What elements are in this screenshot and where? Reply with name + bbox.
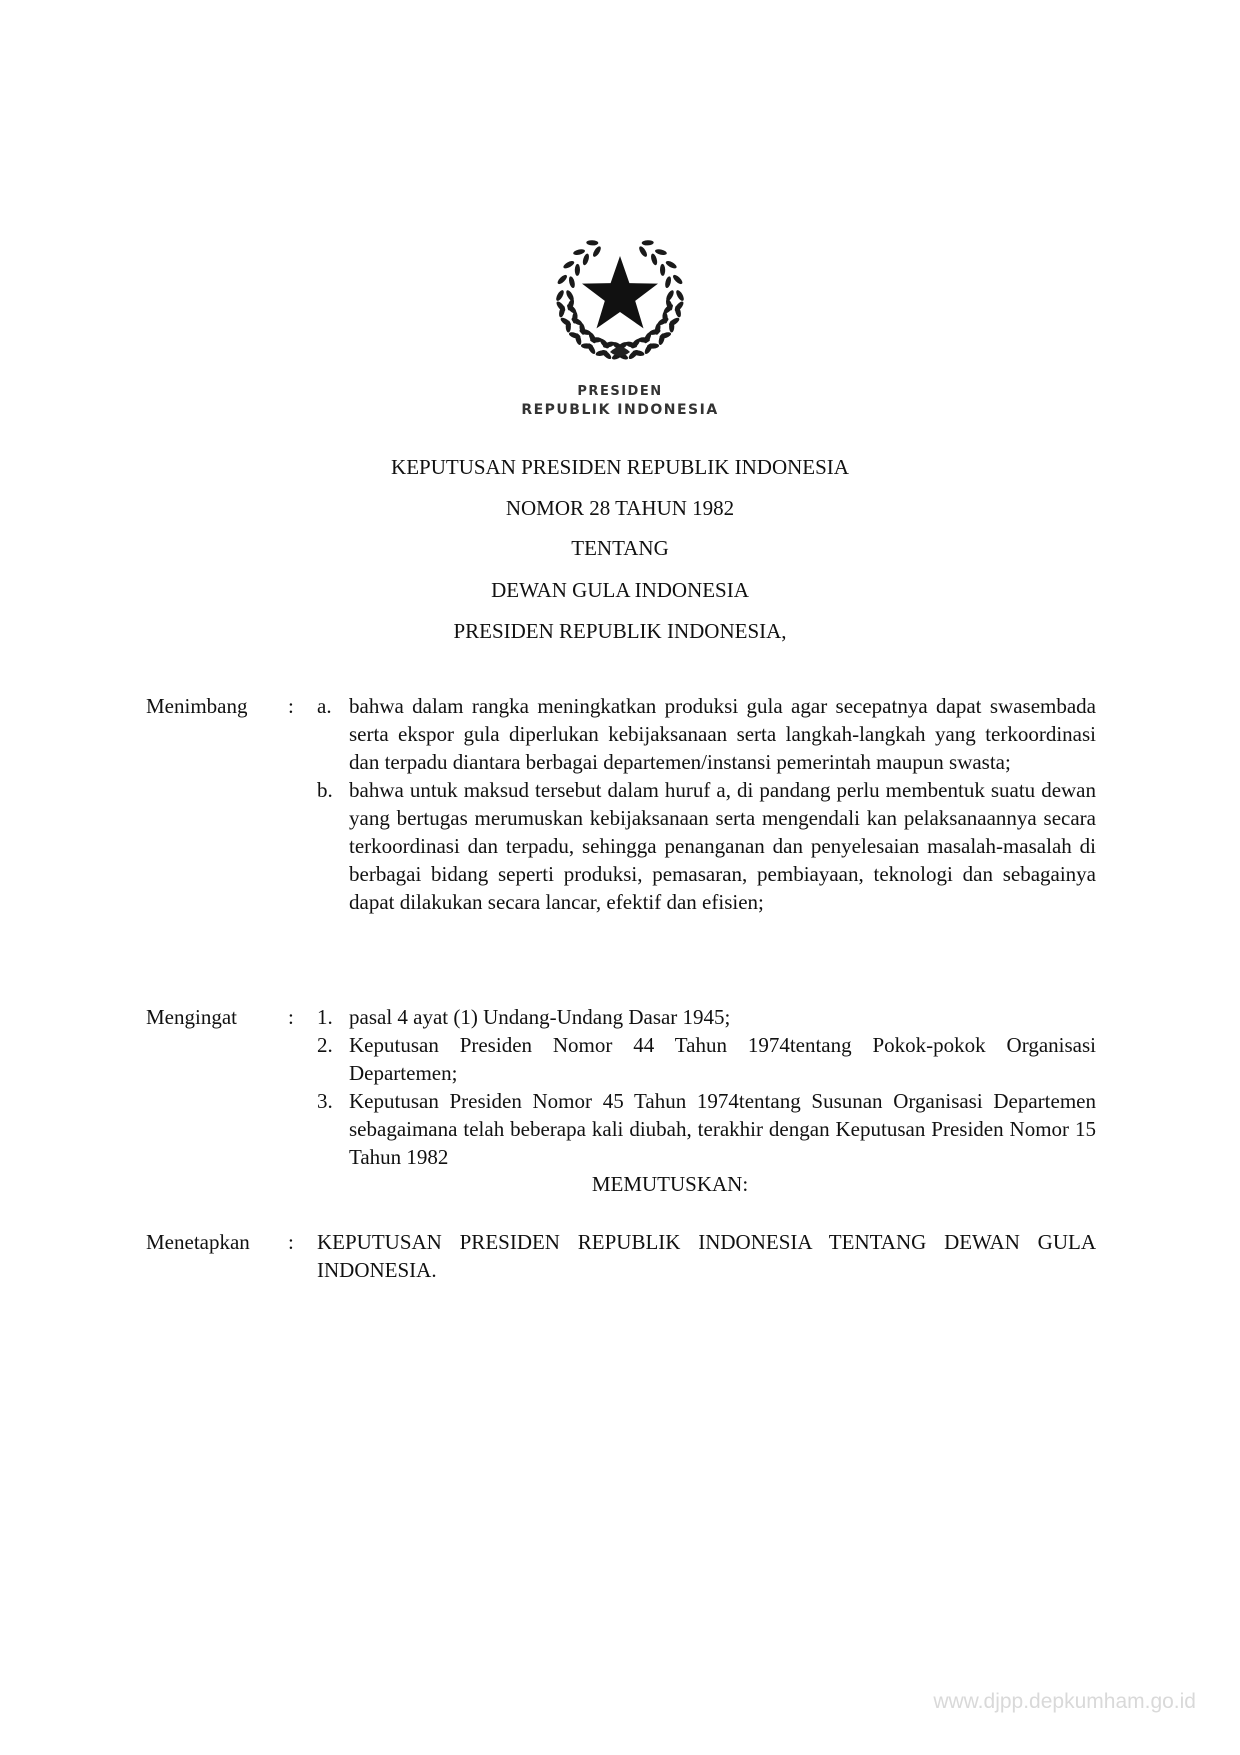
item-text: bahwa dalam rangka meningkatkan produksi gula agar secepatnya dapat swasembada serta ekspor gula diperlukan kebijaksanaan serta langkah-langkah yang terkoordinasi dan terpadu diantara berbagai departemen/instansi pemerintah maupun swasta; (349, 694, 1096, 774)
mengingat-label: Mengingat (146, 1005, 237, 1029)
wreath-leaf (642, 240, 654, 246)
menimbang-section (146, 692, 1096, 916)
menetapkan-text: KEPUTUSAN PRESIDEN REPUBLIK INDONESIA TENTANG DEWAN GULA INDONESIA. (317, 1230, 1096, 1282)
wreath-leaf (568, 276, 576, 289)
seal-caption-line2: REPUBLIK INDONESIA (521, 402, 719, 418)
wreath-leaf (555, 289, 566, 302)
wreath-leaf (665, 260, 678, 270)
star-icon (582, 256, 658, 328)
menimbang-label: Menimbang (146, 694, 248, 718)
item-text: Keputusan Presiden Nomor 44 Tahun 1974tentang Pokok-pokok Organisasi Departemen; (349, 1033, 1096, 1085)
wreath-leaf (566, 320, 571, 332)
menetapkan-section (146, 1228, 1096, 1284)
decree-issuer: PRESIDEN REPUBLIK INDONESIA, (453, 619, 787, 643)
wreath-leaf (654, 248, 667, 256)
wreath-leaf (638, 245, 649, 258)
wreath-leaf (672, 273, 684, 285)
item-marker: 2. (317, 1033, 333, 1057)
presidential-seal-emblem (550, 226, 690, 366)
wreath-leaf (650, 253, 658, 266)
colon: : (288, 1230, 294, 1254)
list-item (317, 1087, 1096, 1171)
wreath-leaf (675, 289, 686, 302)
wreath-leaf (562, 260, 575, 270)
colon: : (288, 694, 294, 718)
item-text: pasal 4 ayat (1) Undang-Undang Dasar 1945; (349, 1005, 731, 1029)
menetapkan-label: Menetapkan (146, 1230, 250, 1254)
wreath-leaf (660, 264, 666, 276)
seal-caption-line1: PRESIDEN (577, 384, 663, 399)
wreath-leaf (664, 276, 672, 289)
item-marker: a. (317, 694, 332, 718)
mengingat-section (146, 1003, 1096, 1171)
list-item (317, 1003, 1096, 1031)
item-marker: 3. (317, 1089, 333, 1113)
wreath-leaf (586, 240, 598, 246)
decree-subject: DEWAN GULA INDONESIA (491, 578, 749, 602)
item-text: bahwa untuk maksud tersebut dalam huruf a, di pandang perlu membentuk suatu dewan yang bertugas merumuskan kebijaksanaan serta mengendali kan pelaksanaannya secara terkoordinasi dan terpadu, sehingga penanganan dan penyelesaian masalah-masalah di berbagai bidang seperti produksi, pemasaran, pembiayaan, teknologi dan sebagainya dapat dilakukan secara lancar, efektif dan efisien; (349, 778, 1096, 914)
item-marker: b. (317, 778, 333, 802)
decree-number: NOMOR 28 TAHUN 1982 (505, 496, 735, 520)
list-item (317, 692, 1096, 776)
wreath-leaf (591, 245, 602, 258)
wreath-leaf (575, 264, 581, 276)
list-item (317, 776, 1096, 916)
wreath-leaf (556, 273, 568, 285)
colon: : (288, 1005, 294, 1029)
decree-about: TENTANG (571, 536, 669, 560)
item-text: Keputusan Presiden Nomor 45 Tahun 1974tentang Susunan Organisasi Departemen sebagaimana telah beberapa kali diubah, terakhir dengan Keputusan Presiden Nomor 15 Tahun 1982 (349, 1089, 1096, 1169)
memutuskan-heading: MEMUTUSKAN: (591, 1172, 749, 1196)
wreath-leaf (582, 253, 590, 266)
watermark-url: www.djpp.depkumham.go.id (933, 1690, 1196, 1713)
decree-title: KEPUTUSAN PRESIDEN REPUBLIK INDONESIA (391, 455, 849, 479)
wreath-leaf (573, 248, 586, 256)
list-item (317, 1031, 1096, 1087)
item-marker: 1. (317, 1005, 333, 1029)
